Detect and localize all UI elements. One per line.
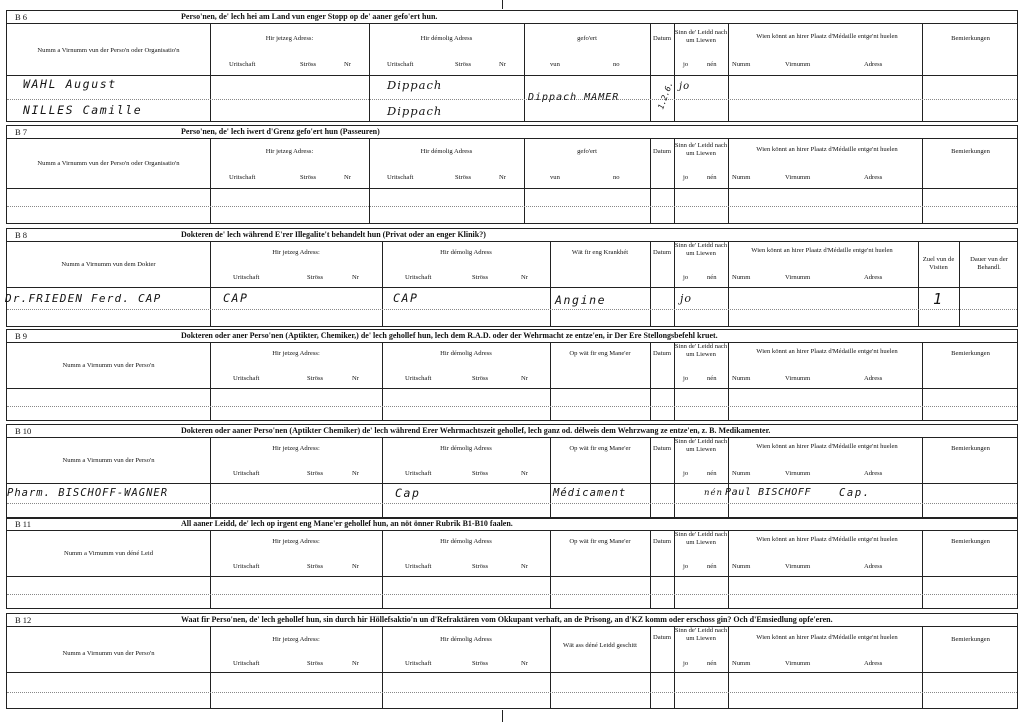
sub-town: Uritschaft: [233, 660, 260, 667]
entry-previous-address: CAP: [393, 291, 419, 305]
sub-from: vun: [550, 61, 560, 68]
header-remarks: Bemierkungen: [951, 445, 990, 452]
sub-firstname: Virnumm: [785, 274, 811, 281]
header-alive: Sinn de' Leidd nach um Liewen: [674, 142, 728, 157]
header-date: Datum: [653, 634, 671, 641]
section-header: [7, 518, 1017, 531]
sub-firstname: Virnumm: [785, 563, 811, 570]
sub-address: Adress: [864, 61, 883, 68]
sub-nr: Nr: [499, 61, 506, 68]
sub-nr: Nr: [521, 660, 528, 667]
sub-yes: jo: [683, 174, 689, 181]
header-name: Numm a Virnumm vun der Perso'n: [62, 457, 155, 464]
entry-name: WAHL August: [23, 77, 117, 91]
sub-town: Uritschaft: [405, 563, 432, 570]
sub-town: Uritschaft: [229, 61, 256, 68]
binding-mark-bottom: [502, 710, 503, 722]
sub-name: Numm: [732, 174, 751, 181]
sub-street: Ströss: [307, 563, 324, 570]
header-previous-address: Hir démolig Adress: [420, 35, 473, 42]
section-b11: [6, 517, 1018, 609]
sub-name: Numm: [732, 375, 751, 382]
header-previous-address: Hir démolig Adress: [440, 636, 492, 643]
header-illness: Wät fir eng Krankhét: [571, 249, 629, 256]
header-name: Numm a Virnumm vun der Perso'n oder Organisatio'n: [37, 47, 180, 54]
sub-yes: jo: [683, 563, 689, 570]
sub-address: Adress: [864, 470, 883, 477]
sub-street: Ströss: [455, 61, 472, 68]
header-current-address: Hir jetzeg Adress:: [272, 636, 320, 643]
entry-previous-address: Dippach: [387, 78, 443, 92]
sub-no: nén: [707, 563, 717, 570]
sub-address: Adress: [864, 660, 883, 667]
header-previous-address: Hir démolig Adress: [440, 538, 492, 545]
header-alive: Sinn de' Leidd nach um Liewen: [674, 29, 728, 44]
entry-previous-address: Dippach: [387, 104, 443, 118]
header-previous-address: Hir démolig Adress: [440, 445, 492, 452]
header-remarks: Bemierkungen: [951, 148, 990, 155]
sub-nr: Nr: [352, 660, 359, 667]
sub-no: nén: [707, 174, 717, 181]
sub-street: Ströss: [307, 375, 324, 382]
entry-date: 1.2.6.: [656, 80, 675, 111]
binding-mark-top: [502, 0, 503, 9]
section-title: Dokteren oder aaner Perso'nen (Aptikter Chemiker) de' lech während Erer Wehrmachtszeit gehollef, lech ganz od. délweis dem Wehrzwang ze entze'en, z. B. Medikamenter.: [181, 426, 771, 435]
sub-town: Uritschaft: [405, 274, 432, 281]
sub-no: nén: [707, 274, 717, 281]
section-b10: [6, 424, 1018, 519]
section-header: [7, 11, 1017, 24]
sub-no: nén: [707, 470, 717, 477]
sub-nr: Nr: [499, 174, 506, 181]
header-alive: Sinn de' Leidd nach um Liewen: [674, 627, 728, 642]
sub-firstname: Virnumm: [785, 61, 811, 68]
header-current-address: Hir jetzeg Adress:: [265, 35, 314, 42]
sub-street: Ströss: [300, 61, 317, 68]
sub-yes: jo: [683, 375, 689, 382]
sub-street: Ströss: [307, 274, 324, 281]
sub-name: Numm: [732, 563, 751, 570]
section-code: B 11: [15, 519, 31, 529]
header-current-address: Hir jetzeg Adress:: [272, 249, 320, 256]
sub-no: nén: [707, 660, 717, 667]
entry-doctor-name: Dr.FRIEDEN Ferd. CAP: [5, 292, 162, 305]
header-medal: Wien könnt an hirer Plaatz d'Médaille entge'nt huelen: [751, 247, 893, 254]
sub-town: Uritschaft: [405, 375, 432, 382]
sub-nr: Nr: [352, 375, 359, 382]
header-medal: Wien könnt an hirer Plaatz d'Médaille entge'nt huelen: [756, 146, 898, 153]
section-header: [7, 425, 1017, 438]
header-date: Datum: [653, 249, 671, 256]
sub-town: Uritschaft: [233, 274, 260, 281]
sub-name: Numm: [732, 61, 751, 68]
sub-street: Ströss: [472, 660, 489, 667]
section-title: Perso'nen, de' lech hei am Land vun enger Stopp op de' aaner gefo'ert hun.: [181, 12, 438, 21]
sub-street: Ströss: [300, 174, 317, 181]
sub-nr: Nr: [352, 274, 359, 281]
sub-name: Numm: [732, 470, 751, 477]
entry-illness: Angine: [555, 293, 607, 307]
sub-yes: jo: [683, 61, 689, 68]
sub-no: nén: [707, 61, 717, 68]
header-current-address: Hir jetzeg Adress:: [272, 350, 320, 357]
header-remarks: Bemierkungen: [951, 636, 990, 643]
sub-name: Numm: [732, 274, 751, 281]
header-name: Numm a Virnumm vun déné Leid: [63, 550, 154, 557]
header-name: Numm a Virnumm vun der Perso'n: [62, 362, 155, 369]
sub-yes: jo: [683, 470, 689, 477]
sub-street: Ströss: [307, 470, 324, 477]
sub-firstname: Virnumm: [785, 174, 811, 181]
sub-nr: Nr: [521, 470, 528, 477]
sub-street: Ströss: [472, 375, 489, 382]
section-title: Waat fir Perso'nen, de' lech gehollef hun, sin durch hir Höllefsaktio'n un d'Refraktären vom Okkupant verhaft, an de Prisong, an d'KZ komm oder erschoss gin? Och d'Emsiedlung opfe'eren.: [181, 615, 833, 624]
sub-firstname: Virnumm: [785, 660, 811, 667]
sub-town: Uritschaft: [405, 470, 432, 477]
header-transported: gefo'ert: [577, 148, 597, 155]
entry-medal-name: Paul BISCHOFF: [725, 487, 812, 498]
header-previous-address: Hir démolig Adress: [420, 148, 473, 155]
section-title: All aaner Leidd, de' lech op irgent eng Mane'er gehollef hun, an nöt önner Rubrik B1-B10 faalen.: [181, 519, 513, 528]
header-current-address: Hir jetzeg Adress:: [272, 538, 320, 545]
sub-nr: Nr: [344, 174, 351, 181]
entry-name: Pharm. BISCHOFF-WAGNER: [7, 487, 169, 499]
section-header: [7, 229, 1017, 242]
entry-alive-yes: jo: [680, 292, 693, 305]
header-manner: Op wät fir eng Mane'er: [569, 350, 631, 357]
sub-no: nén: [707, 375, 717, 382]
sub-town: Uritschaft: [233, 563, 260, 570]
sub-to: no: [613, 174, 620, 181]
header-previous-address: Hir démolig Adress: [440, 249, 492, 256]
section-code: B 6: [15, 12, 28, 22]
sub-nr: Nr: [521, 563, 528, 570]
sub-yes: jo: [683, 660, 689, 667]
entry-current-address: CAP: [223, 291, 249, 305]
sub-street: Ströss: [455, 174, 472, 181]
sub-town: Uritschaft: [233, 375, 260, 382]
sub-nr: Nr: [352, 563, 359, 570]
sub-firstname: Virnumm: [785, 375, 811, 382]
header-name: Numm a Virnumm vun der Perso'n oder Organisatio'n: [37, 160, 180, 167]
entry-visits: 1: [933, 290, 944, 308]
header-medal: Wien könnt an hirer Plaatz d'Médaille entge'nt huelen: [756, 443, 898, 450]
section-code: B 9: [15, 331, 28, 341]
header-remarks: Bemierkungen: [951, 350, 990, 357]
header-transported: gefo'ert: [577, 35, 597, 42]
entry-alive-no: nén: [704, 488, 723, 498]
header-name: Numm a Virnumm vun der Perso'n: [62, 650, 155, 657]
sub-address: Adress: [864, 274, 883, 281]
sub-nr: Nr: [352, 470, 359, 477]
header-remarks: Bemierkungen: [951, 538, 990, 545]
section-code: B 7: [15, 127, 28, 137]
header-date: Datum: [653, 148, 671, 155]
section-header: [7, 330, 1017, 343]
sub-town: Uritschaft: [229, 174, 256, 181]
header-date: Datum: [653, 350, 671, 357]
header-remarks: Bemierkungen: [951, 35, 990, 42]
header-what-happened: Wät ass déné Leidd geschitt: [563, 642, 637, 649]
sub-town: Uritschaft: [233, 470, 260, 477]
sub-name: Numm: [732, 660, 751, 667]
section-code: B 8: [15, 230, 28, 240]
sub-address: Adress: [864, 375, 883, 382]
sub-address: Adress: [864, 174, 883, 181]
entry-name: NILLES Camille: [23, 103, 143, 117]
section-code: B 10: [15, 426, 32, 436]
section-b8: [6, 228, 1018, 327]
header-current-address: Hir jetzeg Adress:: [272, 445, 320, 452]
section-b12: [6, 613, 1018, 709]
header-previous-address: Hir démolig Adress: [440, 350, 492, 357]
sub-yes: jo: [683, 274, 689, 281]
section-b7: [6, 125, 1018, 224]
sub-address: Adress: [864, 563, 883, 570]
header-visits: Zuel vun de Visiten: [922, 256, 955, 271]
sub-nr: Nr: [521, 274, 528, 281]
entry-route: Dippach MAMER: [528, 92, 620, 103]
entry-previous-address: Cap: [395, 486, 421, 500]
section-title: Dokteren oder aner Perso'nen (Aptikter, Chemiker,) de' lech gehollef hun, lech dem R.A.D. oder der Wehrmacht ze entze'en, ir Der Ere Stellongsbefehl kruet.: [181, 331, 718, 340]
header-date: Datum: [653, 445, 671, 452]
header-date: Datum: [653, 35, 671, 42]
header-alive: Sinn de' Leidd nach um Liewen: [674, 531, 728, 546]
header-medal: Wien könnt an hirer Plaatz d'Médaille entge'nt huelen: [756, 634, 898, 641]
header-manner: Op wät fir eng Mane'er: [569, 538, 631, 545]
header-duration: Dauer vun der Behandl.: [970, 256, 1008, 271]
sub-nr: Nr: [344, 61, 351, 68]
entry-medal-address: Cap.: [839, 487, 871, 499]
section-b6: [6, 10, 1018, 122]
sub-street: Ströss: [472, 563, 489, 570]
section-title: Dokteren de' lech während E'rer Illegalite't behandelt hun (Privat oder an enger Klinik?): [181, 230, 486, 239]
section-title: Perso'nen, de' lech iwert d'Grenz gefo'ert hun (Passeuren): [181, 127, 380, 136]
sub-nr: Nr: [521, 375, 528, 382]
section-header: [7, 126, 1017, 139]
header-alive: Sinn de' Leidd nach um Liewen: [674, 343, 728, 358]
header-current-address: Hir jetzeg Adress:: [265, 148, 314, 155]
sub-town: Uritschaft: [387, 61, 414, 68]
section-header: [7, 614, 1017, 627]
header-medal: Wien könnt an hirer Plaatz d'Médaille entge'nt huelen: [756, 348, 898, 355]
sub-town: Uritschaft: [387, 174, 414, 181]
entry-alive-yes: jo: [679, 81, 691, 92]
sub-from: vun: [550, 174, 560, 181]
section-b9: [6, 329, 1018, 421]
section-code: B 12: [15, 615, 32, 625]
sub-street: Ströss: [472, 274, 489, 281]
entry-manner: Médicament: [553, 487, 627, 499]
header-manner: Op wät fir eng Mane'er: [569, 445, 631, 452]
header-medal: Wien könnt an hirer Plaatz d'Médaille entge'nt huelen: [756, 536, 898, 543]
header-alive: Sinn de' Leidd nach um Liewen: [674, 438, 728, 453]
header-name: Numm a Virnumm vun dem Dokter: [61, 261, 156, 268]
header-date: Datum: [653, 538, 671, 545]
sub-to: no: [613, 61, 620, 68]
sub-street: Ströss: [472, 470, 489, 477]
sub-street: Ströss: [307, 660, 324, 667]
header-medal: Wien könnt an hirer Plaatz d'Médaille entge'nt huelen: [756, 33, 898, 40]
sub-town: Uritschaft: [405, 660, 432, 667]
header-alive: Sinn de' Leidd nach um Liewen: [674, 242, 728, 257]
sub-firstname: Virnumm: [785, 470, 811, 477]
